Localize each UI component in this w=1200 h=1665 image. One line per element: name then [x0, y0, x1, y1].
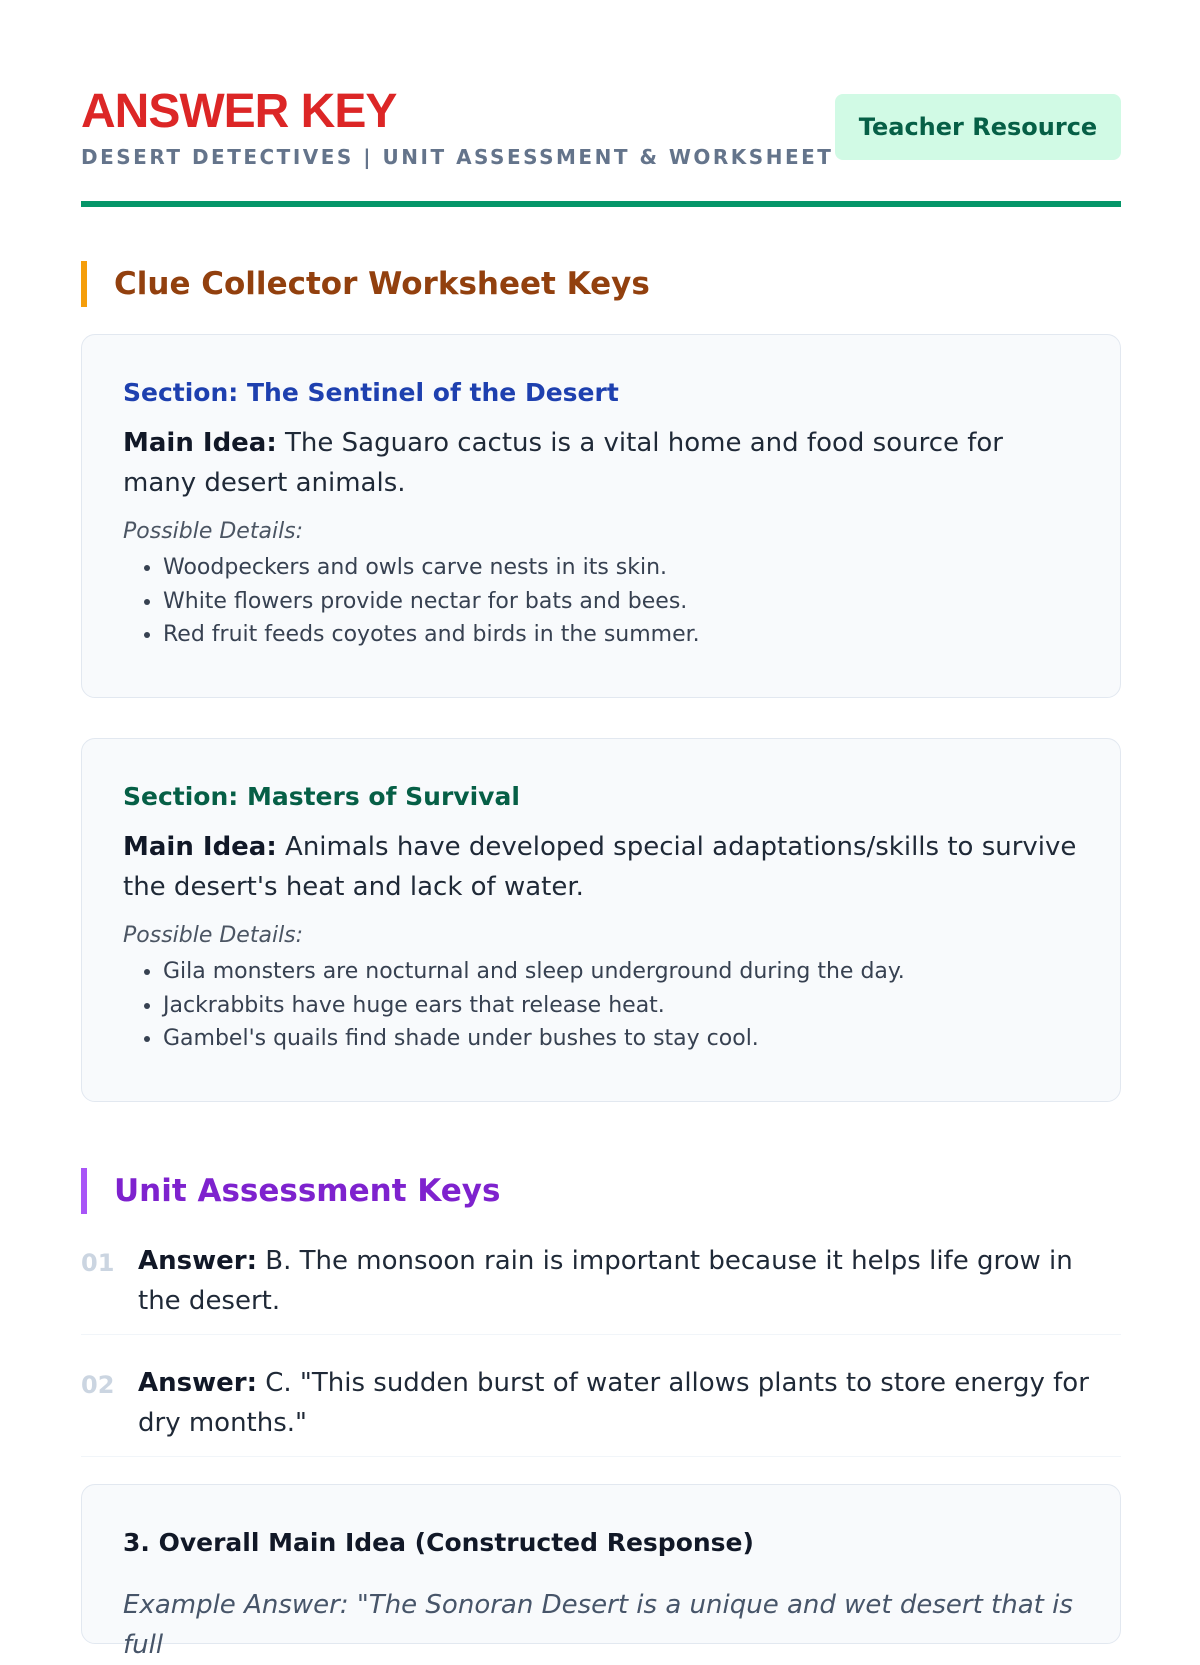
answer-text: [138, 1241, 1121, 1321]
answer-number: 01: [81, 1249, 115, 1277]
unit-section-heading: [81, 1168, 1121, 1214]
list-item: • White flowers provide nectar for bats and bees.: [163, 585, 1080, 619]
list-item: • Gila monsters are nocturnal and sleep underground during the day.: [163, 955, 1080, 989]
page-title: ANSWER KEY: [81, 85, 397, 138]
card-title: Section: The Sentinel of the Desert: [123, 378, 619, 407]
list-item: • Red fruit feeds coyotes and birds in the summer.: [163, 618, 1080, 652]
details-label: Possible Details:: [123, 923, 304, 948]
clue-section-title: Clue Collector Worksheet Keys: [114, 266, 650, 302]
constructed-response-card: [81, 1484, 1121, 1660]
clue-card-sentinel: [81, 334, 1121, 698]
constructed-response-title: 3. Overall Main Idea (Constructed Response): [123, 1528, 754, 1557]
answer-body: B. The monsoon rain is important because it helps life grow in the desert.: [138, 1246, 1073, 1316]
answer-row-02: [81, 1363, 1121, 1457]
teacher-resource-badge: Teacher Resource: [835, 94, 1121, 160]
card-title: Section: Masters of Survival: [123, 782, 520, 811]
constructed-response-example: Example Answer: "The Sonoran Desert is a unique and wet desert that is full: [123, 1590, 1073, 1660]
clue-section-accent-bar: [81, 261, 87, 307]
main-idea-text: The Saguaro cactus is a vital home and food source for many desert animals.: [123, 428, 1004, 498]
list-item: • Jackrabbits have huge ears that release heat.: [163, 989, 1080, 1023]
clue-card-survival: [81, 738, 1121, 1102]
details-list: [123, 955, 1080, 1056]
main-idea-label: Main Idea:: [123, 832, 277, 862]
page-subtitle: DESERT DETECTIVES | UNIT ASSESSMENT & WORKSHEET: [81, 145, 834, 169]
main-idea-label: Main Idea:: [123, 428, 277, 458]
unit-section-accent-bar: [81, 1168, 87, 1214]
clue-section-heading: [81, 261, 1121, 307]
answer-label: Answer:: [138, 1368, 257, 1398]
answer-key-page: [81, 0, 1121, 1660]
answer-text: [138, 1363, 1121, 1443]
list-item: • Woodpeckers and owls carve nests in its skin.: [163, 551, 1080, 585]
unit-section-title: Unit Assessment Keys: [114, 1173, 501, 1209]
answer-row-01: [81, 1241, 1121, 1335]
main-idea-text: Animals have developed special adaptations/skills to survive the desert's heat and lack of water.: [123, 832, 1077, 902]
main-idea: [123, 423, 1080, 503]
header: [81, 0, 1121, 207]
list-item: • Gambel's quails find shade under bushes to stay cool.: [163, 1022, 1080, 1056]
details-list: [123, 551, 1080, 652]
answer-body: C. "This sudden burst of water allows plants to store energy for dry months.": [138, 1368, 1089, 1438]
answer-number: 02: [81, 1371, 115, 1399]
main-idea: [123, 827, 1080, 907]
answer-label: Answer:: [138, 1246, 257, 1276]
details-label: Possible Details:: [123, 519, 304, 544]
header-divider: [81, 201, 1121, 207]
